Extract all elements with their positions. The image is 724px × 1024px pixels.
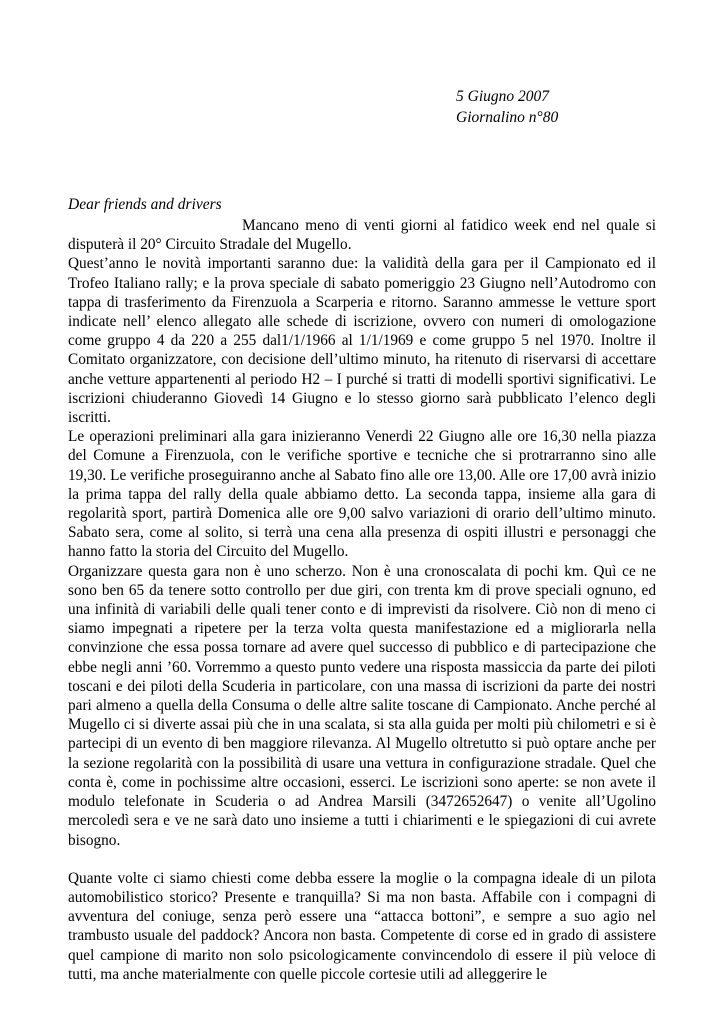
salutation: Dear friends and drivers [68,196,222,213]
letter-body [68,216,656,984]
letter-header [456,86,558,128]
paragraph-moglie: Quante volte ci siamo chiesti come debba essere la moglie o la compagna ideale di un pilota automobilistico storico? Presente e tranquilla? Si ma non basta. Affabile con i compagni di avventura del coniuge, senza però essere una “attacca bottoni”, e sempre a suo agio nel trambusto usuale del paddock? Ancora non basta. Competente di corse ed in grado di assistere quel campione di marito non solo psicologicamente convincendolo di essere il più veloce di tutti, ma anche materialmente con quelle piccole cortesie utili ad alleggerire le [68,869,656,983]
paragraph-novita: Quest’anno le novità importanti saranno due: la validità della gara per il Campionato ed il Trofeo Italiano rally; e la prova speciale di sabato pomeriggio 23 Giugno nell’Autodromo con tappa di trasferimento da Firenzuola a Scarperia e ritorno. Saranno ammesse le vetture sport indicate nell’ elenco allegato alle schede di iscrizione, ovvero con numeri di omologazione come gruppo 4 da 220 a 255 dal1/1/1966 al 1/1/1969 e come gruppo 5 nel 1970. Inoltre il Comitato organizzatore, con decisione dell’ultimo minuto, ha ritenuto di riservarsi di accettare anche vetture appartenenti al periodo H2 – I purché si tratti di modelli sportivi significativi. Le iscrizioni chiuderanno Giovedì 14 Giugno e lo stesso giorno sarà pubblicato l’elenco degli iscritti. [68,255,656,427]
paragraph-intro: Mancano meno di venti giorni al fatidico week end nel quale si disputerà il 20° Circuito Stradale del Mugello. [68,217,656,254]
letter-date: 5 Giugno 2007 [456,88,549,105]
paragraph-operazioni: Le operazioni preliminari alla gara inizieranno Venerdi 22 Giugno alle ore 16,30 nella piazza del Comune a Firenzuola, con le verifiche sportive e tecniche che si protrarranno sino alle 19,30. Le verifiche proseguiranno anche al Sabato fino alle ore 13,00. Alle ore 17,00 avrà inizio la prima tappa del rally della quale abbiamo detto. La seconda tappa, insieme alla gara di regolarità sport, partirà Domenica alle ore 9,00 salvo variazioni di orario dell’ultimo minuto. Sabato sera, come al solito, si terrà una cena alla presenza di ospiti illustri e personaggi che hanno fatto la storia del Circuito del Mugello. [68,428,656,561]
issue-number: Giornalino n°80 [456,109,559,126]
paragraph-organizzare: Organizzare questa gara non è uno scherzo. Non è una cronoscalata di pochi km. Quì ce ne sono ben 65 da tenere sotto controllo per due giri, con trenta km di prove speciali ognuno, ed una infinità di variabili delle quali tener conto e di imprevisti da risolvere. Ciò non di meno ci siamo impegnati a ripetere per la terza volta questa manifestazione ed a migliorarla nella convinzione che essa possa tornare ad avere quel successo di pubblico e di partecipazione che ebbe negli anni ’60. Vorremmo a questo punto vedere una risposta massiccia da parte dei piloti toscani e dei piloti della Scuderia in particolare, con una massa di iscrizioni da parte dei nostri pari almeno a quella della Consuma o delle altre salite toscane di Campionato. Anche perché al Mugello ci si diverte assai più che in una scalata, si sta alla guida per molti più chilometri e si è partecipi di un evento di ben maggiore rilevanza. Al Mugello oltretutto si può optare anche per la sezione regolarità con la possibilità di usare una vettura in configurazione stradale. Quel che conta è, come in pochissime altre occasioni, esserci. Le iscrizioni sono aperte: se non avete il modulo telefonate in Scuderia o ad Andrea Marsili (3472652647) o venite all’Ugolino mercoledì sera e ve ne sarà dato uno insieme a tutti i chiarimenti e le spiegazioni di cui avrete bisogno. [68,562,656,849]
